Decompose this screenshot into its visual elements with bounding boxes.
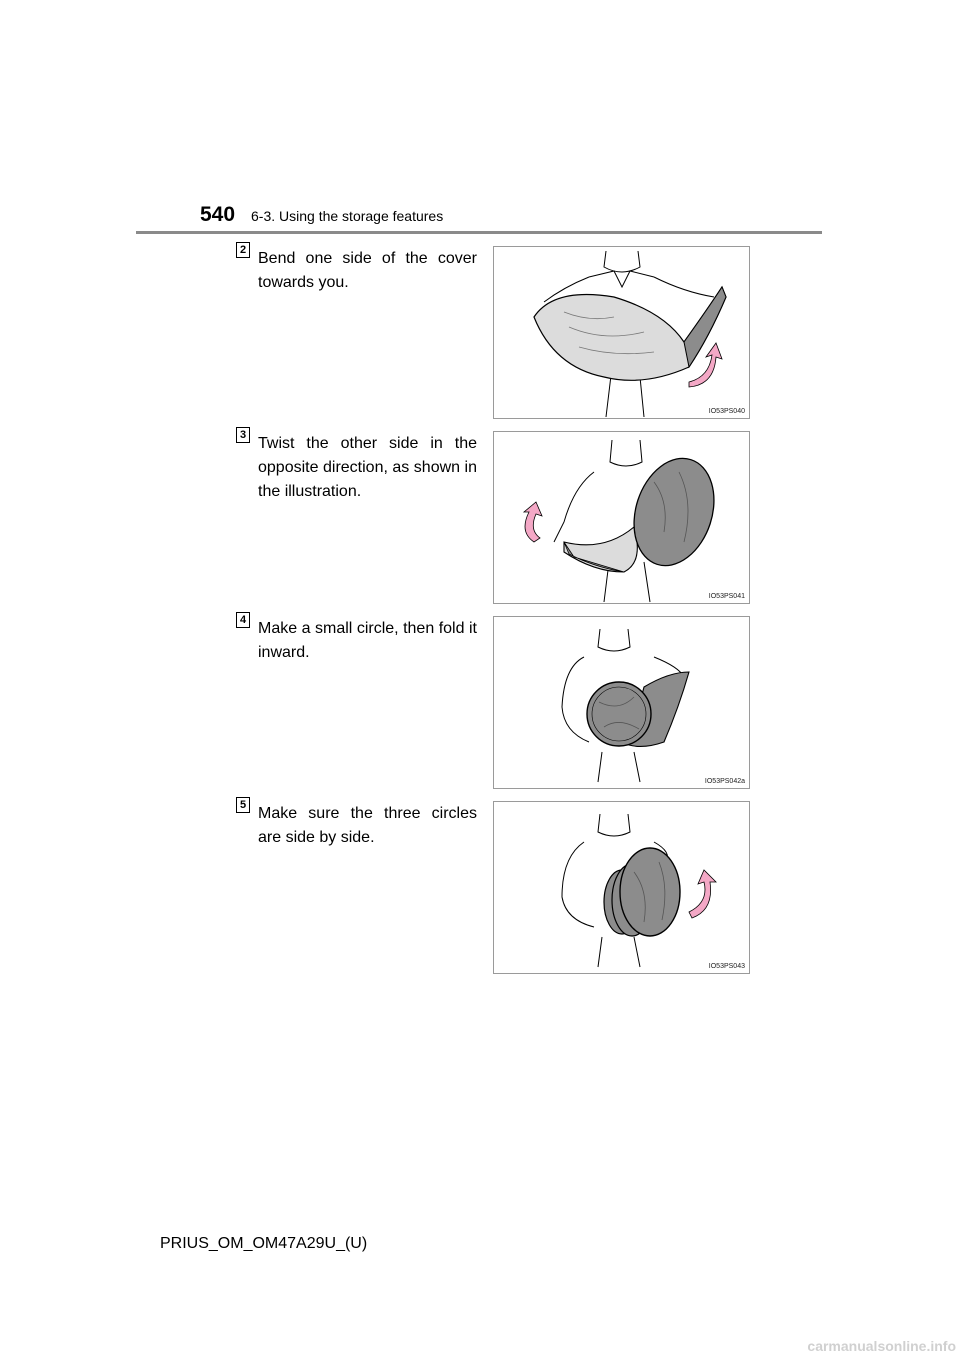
step-instruction: Bend one side of the cover towards you. bbox=[258, 250, 477, 291]
watermark-logo bbox=[688, 1336, 958, 1356]
step-instruction: Make a small circle, then fold it inward. bbox=[258, 620, 477, 661]
person-bending-cover-drawing bbox=[494, 247, 749, 418]
illustration-bend-cover bbox=[493, 246, 750, 419]
step-number-badge: 5 bbox=[236, 797, 250, 813]
illustration-twist-cover bbox=[493, 431, 750, 604]
figure-code: IO53PS041 bbox=[708, 593, 745, 600]
section-title: 6-3. Using the storage features bbox=[251, 208, 444, 224]
svg-text:carmanualsonline.info: carmanualsonline.info bbox=[807, 1338, 956, 1354]
figure-code: IO53PS040 bbox=[708, 408, 745, 415]
rotation-arrow-icon bbox=[689, 870, 716, 918]
person-twisting-cover-drawing bbox=[494, 432, 749, 603]
figure-code: IO53PS043 bbox=[708, 963, 745, 970]
rotation-arrow-icon bbox=[524, 502, 542, 542]
step-instruction: Make sure the three circles are side by side. bbox=[258, 805, 477, 846]
step-number-badge: 3 bbox=[236, 427, 250, 443]
person-folding-circle-drawing bbox=[494, 617, 749, 788]
step-number-badge: 4 bbox=[236, 612, 250, 628]
illustration-three-circles bbox=[493, 801, 750, 974]
person-holding-circles-drawing bbox=[494, 802, 749, 973]
illustration-fold-circle bbox=[493, 616, 750, 789]
figure-code: IO53PS042a bbox=[704, 778, 745, 785]
header-rule bbox=[136, 231, 822, 234]
page-number: 540 bbox=[200, 203, 236, 226]
step-number-badge: 2 bbox=[236, 242, 250, 258]
step-instruction: Twist the other side in the opposite direction, as shown in the illustration. bbox=[258, 435, 477, 500]
document-code: PRIUS_OM_OM47A29U_(U) bbox=[160, 1235, 368, 1252]
